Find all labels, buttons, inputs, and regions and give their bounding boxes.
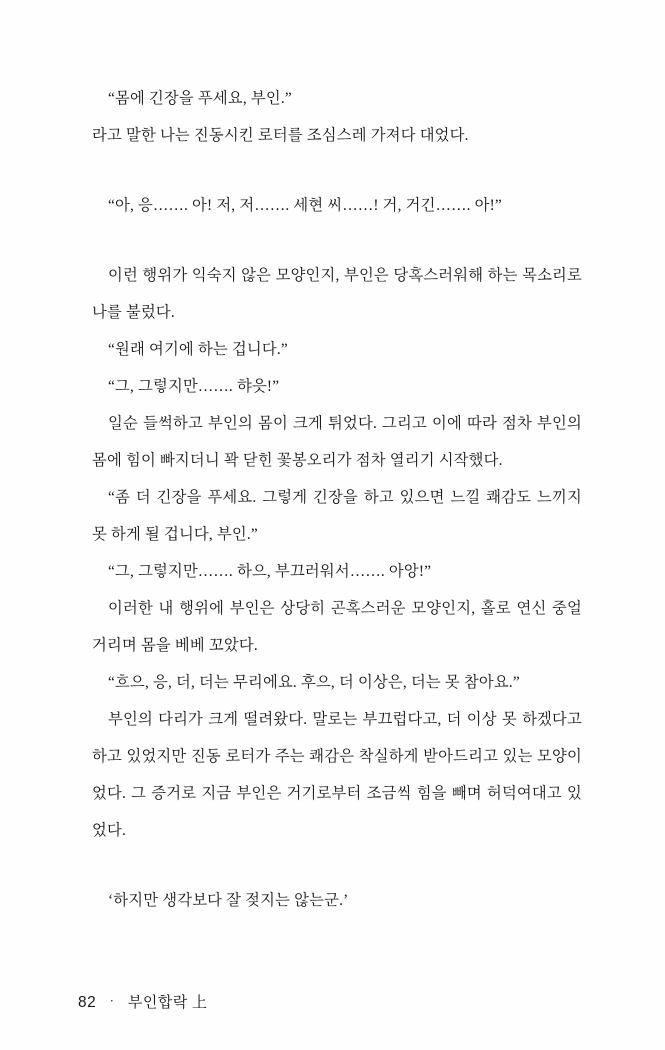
paragraph: “그, 그렇지만……. 햐읏!” <box>108 378 280 395</box>
page-body-text <box>92 80 582 919</box>
paragraph: “원래 여기에 하는 겁니다.” <box>108 341 288 358</box>
paragraph: “흐으, 응, 더, 더는 무리에요. 후으, 더 이상은, 더는 못 참아요.” <box>108 674 520 691</box>
page-number: 82 <box>78 994 97 1011</box>
paragraph: “좀 더 긴장을 푸세요. 그렇게 긴장을 하고 있으면 느낄 쾌감도 느끼지 못 하게 될 겁니다, 부인.” <box>92 489 582 543</box>
paragraph: 이러한 내 행위에 부인은 상당히 곤혹스러운 모양인지, 홀로 연신 중얼거리며 몸을 베베 꼬았다. <box>92 600 582 654</box>
paragraph: “그, 그렇지만……. 하으, 부끄러워서……. 아앙!” <box>108 563 432 580</box>
footer-separator: · <box>109 993 115 1008</box>
page-footer <box>78 991 208 1012</box>
book-title: 부인합락 上 <box>127 995 208 1011</box>
paragraph: ‘하지만 생각보다 잘 젖지는 않는군.’ <box>108 892 349 909</box>
paragraph: 라고 말한 나는 진동시킨 로터를 조심스레 가져다 대었다. <box>92 127 469 144</box>
paragraph: 부인의 다리가 크게 떨려왔다. 말로는 부끄럽다고, 더 이상 못 하겠다고 하고 있었지만 진동 로터가 주는 쾌감은 착실하게 받아드리고 있는 모양이었다. 그 증거로 지금 부인은 거기로부터 조금씩 힘을 빼며 허덕여대고 있었다. <box>92 711 582 839</box>
paragraph: 이런 행위가 익숙지 않은 모양인지, 부인은 당혹스러워해 하는 목소리로 나를 불렀다. <box>92 267 582 321</box>
paragraph: “아, 응……. 아! 저, 저……. 세현 씨……! 거, 거긴……. 아!” <box>108 197 502 214</box>
paragraph: 일순 들썩하고 부인의 몸이 크게 튀었다. 그리고 이에 따라 점차 부인의 몸에 힘이 빠지더니 꽉 닫힌 꽃봉오리가 점차 열리기 시작했다. <box>92 415 582 469</box>
paragraph: “몸에 긴장을 푸세요, 부인.” <box>108 90 292 107</box>
